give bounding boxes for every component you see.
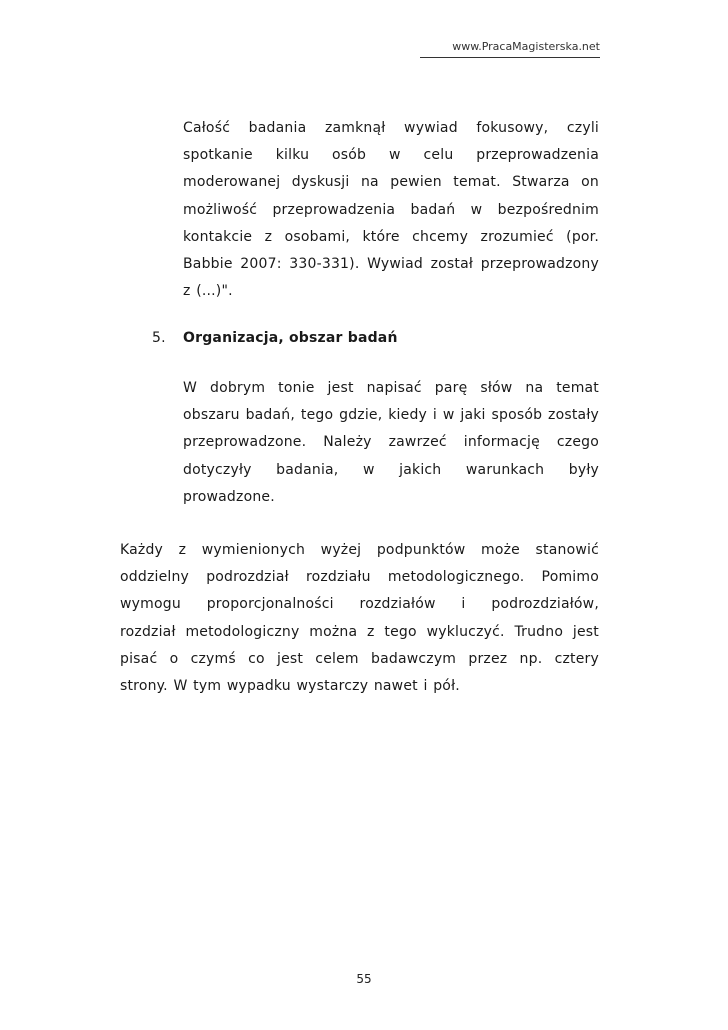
text-line: dotyczyły badania, w jakich warunkach były bbox=[183, 461, 599, 478]
text-line: Babbie 2007: 330-331). Wywiad został przeprowadzony bbox=[183, 256, 599, 273]
text-line: strony. W tym wypadku wystarczy nawet i pół. bbox=[120, 678, 460, 695]
header-url[interactable] bbox=[420, 40, 600, 53]
main-paragraph bbox=[120, 537, 599, 700]
text-line: W dobrym tonie jest napisać parę słów na temat bbox=[183, 380, 599, 396]
header-url-link[interactable]: www.PracaMagisterska.net bbox=[452, 40, 600, 53]
quote-paragraph bbox=[183, 115, 599, 305]
section-title: Organizacja, obszar badań bbox=[183, 330, 398, 346]
header-divider bbox=[420, 57, 600, 58]
text-line: kontakcie z osobami, które chcemy zrozumieć (por. bbox=[183, 228, 599, 245]
text-line: spotkanie kilku osób w celu przeprowadzenia bbox=[183, 147, 599, 164]
page-number: 55 bbox=[356, 972, 372, 986]
text-line: Całość badania zamknął wywiad fokusowy, czyli bbox=[183, 120, 599, 136]
text-line: wymogu proporcjonalności rozdziałów i podrozdziałów, bbox=[120, 596, 599, 613]
text-line: Każdy z wymienionych wyżej podpunktów może stanowić bbox=[120, 542, 599, 558]
text-line: obszaru badań, tego gdzie, kiedy i w jaki sposób zostały bbox=[183, 407, 599, 424]
text-line: moderowanej dyskusji na pewien temat. Stwarza on bbox=[183, 174, 599, 191]
text-line: rozdział metodologiczny można z tego wykluczyć. Trudno jest bbox=[120, 623, 599, 640]
section-number: 5. bbox=[152, 330, 166, 346]
text-line: prowadzone. bbox=[183, 488, 275, 505]
text-line: oddzielny podrozdział rozdziału metodologicznego. Pomimo bbox=[120, 569, 599, 586]
text-line: przeprowadzone. Należy zawrzeć informację czego bbox=[183, 434, 599, 451]
section-heading bbox=[152, 325, 398, 352]
text-line: możliwość przeprowadzenia badań w bezpośrednim bbox=[183, 201, 599, 218]
text-line: pisać o czymś co jest celem badawczym przez np. cztery bbox=[120, 650, 599, 667]
section-paragraph bbox=[183, 375, 599, 511]
text-line: z (...)". bbox=[183, 283, 233, 300]
